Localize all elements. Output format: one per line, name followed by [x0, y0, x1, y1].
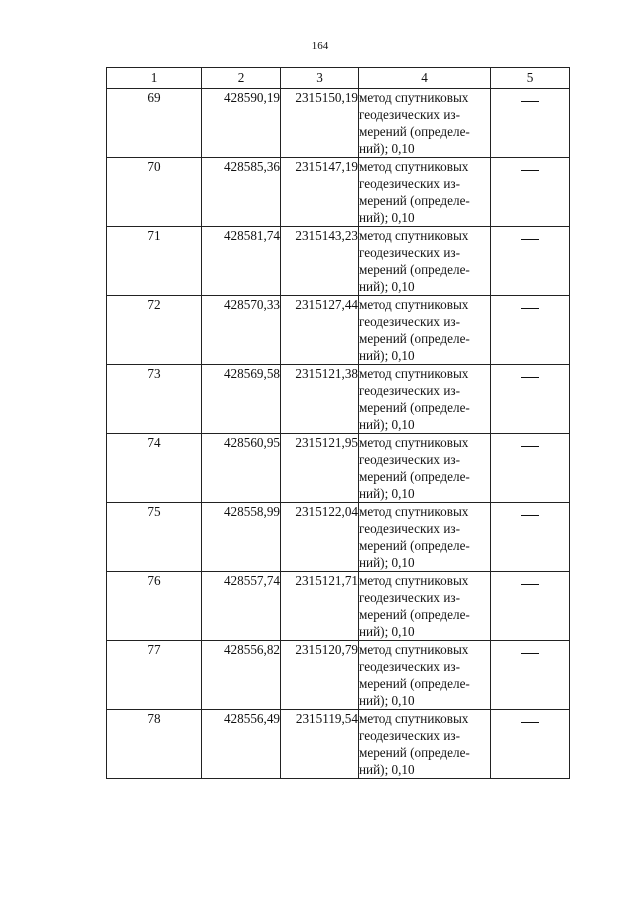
x-coordinate-cell: 428558,99	[202, 503, 281, 572]
point-number-cell: 69	[107, 89, 202, 158]
table-row	[107, 434, 570, 503]
method-text-line: метод спутниковых	[359, 90, 469, 105]
dash-mark	[521, 515, 539, 516]
method-text-line: мерений (определе-	[359, 400, 470, 415]
x-coordinate-cell: 428590,19	[202, 89, 281, 158]
table-body	[107, 89, 570, 779]
dash-mark	[521, 584, 539, 585]
y-coordinate-cell: 2315121,71	[281, 572, 359, 641]
method-text-line: геодезических из-	[359, 728, 460, 743]
method-text-line: мерений (определе-	[359, 193, 470, 208]
header-col-1: 1	[107, 68, 202, 89]
method-text-line: метод спутниковых	[359, 366, 469, 381]
header-row	[107, 68, 570, 89]
method-cell	[359, 503, 491, 572]
method-text-line: ний); 0,10	[359, 555, 415, 570]
method-cell	[359, 227, 491, 296]
header-col-5: 5	[491, 68, 570, 89]
x-coordinate-cell: 428560,95	[202, 434, 281, 503]
point-number-cell: 78	[107, 710, 202, 779]
method-text-line: метод спутниковых	[359, 435, 469, 450]
method-text-line: метод спутниковых	[359, 573, 469, 588]
method-cell	[359, 434, 491, 503]
method-cell	[359, 296, 491, 365]
method-text-line: ний); 0,10	[359, 348, 415, 363]
column-5-cell	[491, 158, 570, 227]
column-5-cell	[491, 710, 570, 779]
method-text-line: ний); 0,10	[359, 417, 415, 432]
method-text-line: метод спутниковых	[359, 159, 469, 174]
y-coordinate-cell: 2315150,19	[281, 89, 359, 158]
y-coordinate-cell: 2315143,23	[281, 227, 359, 296]
method-text-line: ний); 0,10	[359, 624, 415, 639]
dash-mark	[521, 239, 539, 240]
column-5-cell	[491, 503, 570, 572]
y-coordinate-cell: 2315121,95	[281, 434, 359, 503]
table-row	[107, 503, 570, 572]
header-col-4: 4	[359, 68, 491, 89]
point-number-cell: 77	[107, 641, 202, 710]
y-coordinate-cell: 2315122,04	[281, 503, 359, 572]
method-text-line: метод спутниковых	[359, 711, 469, 726]
method-text-line: ний); 0,10	[359, 279, 415, 294]
method-text-line: мерений (определе-	[359, 607, 470, 622]
method-text-line: геодезических из-	[359, 452, 460, 467]
column-5-cell	[491, 296, 570, 365]
y-coordinate-cell: 2315119,54	[281, 710, 359, 779]
method-text-line: геодезических из-	[359, 245, 460, 260]
header-col-3: 3	[281, 68, 359, 89]
method-text-line: геодезических из-	[359, 314, 460, 329]
method-text-line: ний); 0,10	[359, 762, 415, 777]
column-5-cell	[491, 434, 570, 503]
method-text-line: ний); 0,10	[359, 486, 415, 501]
method-text-line: мерений (определе-	[359, 331, 470, 346]
method-cell	[359, 572, 491, 641]
dash-mark	[521, 170, 539, 171]
method-text-line: ний); 0,10	[359, 210, 415, 225]
method-text-line: ний); 0,10	[359, 141, 415, 156]
method-text-line: геодезических из-	[359, 521, 460, 536]
dash-mark	[521, 446, 539, 447]
method-text-line: мерений (определе-	[359, 124, 470, 139]
table-row	[107, 572, 570, 641]
page-number: 164	[311, 40, 329, 52]
y-coordinate-cell: 2315147,19	[281, 158, 359, 227]
dash-mark	[521, 653, 539, 654]
method-cell	[359, 89, 491, 158]
point-number-cell: 73	[107, 365, 202, 434]
point-number-cell: 70	[107, 158, 202, 227]
method-text-line: мерений (определе-	[359, 538, 470, 553]
method-text-line: ний); 0,10	[359, 693, 415, 708]
x-coordinate-cell: 428556,82	[202, 641, 281, 710]
y-coordinate-cell: 2315127,44	[281, 296, 359, 365]
dash-mark	[521, 722, 539, 723]
dash-mark	[521, 101, 539, 102]
dash-mark	[521, 377, 539, 378]
method-text-line: мерений (определе-	[359, 745, 470, 760]
table-row	[107, 89, 570, 158]
method-cell	[359, 365, 491, 434]
column-5-cell	[491, 572, 570, 641]
dash-mark	[521, 308, 539, 309]
method-text-line: геодезических из-	[359, 107, 460, 122]
method-text-line: геодезических из-	[359, 176, 460, 191]
x-coordinate-cell: 428557,74	[202, 572, 281, 641]
method-text-line: мерений (определе-	[359, 676, 470, 691]
method-text-line: метод спутниковых	[359, 228, 469, 243]
method-text-line: метод спутниковых	[359, 297, 469, 312]
x-coordinate-cell: 428581,74	[202, 227, 281, 296]
method-text-line: мерений (определе-	[359, 262, 470, 277]
column-5-cell	[491, 227, 570, 296]
point-number-cell: 74	[107, 434, 202, 503]
point-number-cell: 71	[107, 227, 202, 296]
column-5-cell	[491, 89, 570, 158]
method-cell	[359, 710, 491, 779]
y-coordinate-cell: 2315121,38	[281, 365, 359, 434]
x-coordinate-cell: 428570,33	[202, 296, 281, 365]
x-coordinate-cell: 428569,58	[202, 365, 281, 434]
table-row	[107, 158, 570, 227]
header-col-2: 2	[202, 68, 281, 89]
column-5-cell	[491, 365, 570, 434]
x-coordinate-cell: 428556,49	[202, 710, 281, 779]
table-row	[107, 296, 570, 365]
point-number-cell: 76	[107, 572, 202, 641]
point-number-cell: 75	[107, 503, 202, 572]
method-text-line: метод спутниковых	[359, 642, 469, 657]
column-5-cell	[491, 641, 570, 710]
y-coordinate-cell: 2315120,79	[281, 641, 359, 710]
table-row	[107, 710, 570, 779]
method-text-line: геодезических из-	[359, 590, 460, 605]
table-header	[107, 68, 570, 89]
method-text-line: метод спутниковых	[359, 504, 469, 519]
x-coordinate-cell: 428585,36	[202, 158, 281, 227]
method-cell	[359, 158, 491, 227]
method-text-line: геодезических из-	[359, 383, 460, 398]
method-text-line: геодезических из-	[359, 659, 460, 674]
table-row	[107, 641, 570, 710]
method-text-line: мерений (определе-	[359, 469, 470, 484]
method-cell	[359, 641, 491, 710]
table-row	[107, 365, 570, 434]
table-row	[107, 227, 570, 296]
point-number-cell: 72	[107, 296, 202, 365]
coordinates-table	[106, 67, 570, 779]
